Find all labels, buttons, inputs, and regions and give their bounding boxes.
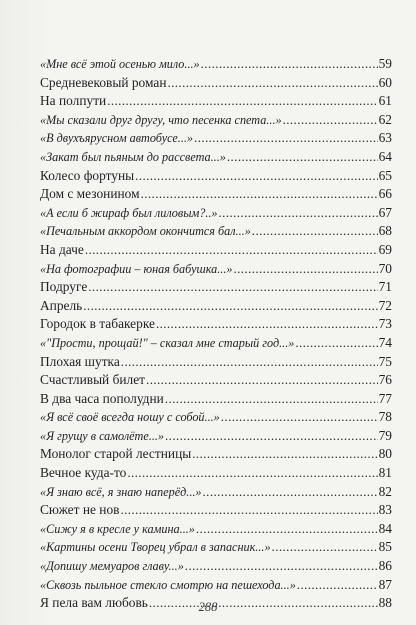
toc-entry-page: 74 (378, 334, 392, 350)
toc-entry-title: «Допишу мемуаров главу...» (40, 559, 184, 574)
dot-leader (141, 185, 378, 204)
toc-entry-page: 81 (378, 465, 392, 481)
dot-leader (297, 576, 378, 595)
toc-entry (40, 371, 392, 390)
toc-entry-title: «Я всё своё всегда ношу с собой...» (40, 410, 220, 425)
dot-leader (127, 464, 377, 483)
toc-entry-title: «На фотографии – юная бабушка...» (40, 261, 233, 276)
toc-entry (40, 557, 392, 576)
toc-entry-title: Подруге (40, 279, 88, 295)
toc-entry-title: В два часа пополудни (40, 390, 164, 406)
toc-entry-title: «Мы сказали друг другу, что песенка спета...» (40, 112, 282, 127)
dot-leader (201, 55, 378, 74)
toc-entry (40, 92, 392, 111)
toc-entry-page: 59 (378, 56, 392, 71)
dot-leader (283, 111, 378, 130)
dot-leader (165, 427, 378, 446)
toc-entry (40, 148, 392, 167)
toc-entry (40, 278, 392, 297)
toc-entry-page: 67 (378, 204, 392, 220)
toc-entry-title: «Сижу я в кресле у камина...» (40, 521, 195, 536)
toc-entry-page: 77 (378, 390, 392, 406)
toc-entry (40, 576, 392, 595)
dot-leader (107, 92, 377, 111)
toc-entry-title: «Я знаю всё, я знаю наперёд...» (40, 484, 202, 499)
toc-entry (40, 74, 392, 93)
toc-entry-title: Я пела вам любовь (40, 595, 148, 611)
toc-entry-page: 73 (378, 316, 392, 332)
dot-leader (295, 334, 377, 353)
toc-entry (40, 445, 392, 464)
dot-leader (203, 483, 378, 502)
toc-entry-title: Апрель (40, 297, 83, 313)
toc-entry-title: Средневековый роман (40, 74, 167, 90)
toc-entry-page: 78 (378, 409, 392, 425)
toc-entry-page: 82 (378, 483, 392, 499)
toc-entry (40, 464, 392, 483)
dot-leader (165, 390, 378, 409)
toc-entry-page: 70 (378, 260, 392, 276)
dot-leader (135, 167, 377, 186)
toc-entry-title: «"Прости, прощай!" – сказал мне старый год...» (40, 335, 295, 350)
toc-entry (40, 222, 392, 241)
toc-entry-title: Сюжет не нов (40, 502, 120, 518)
toc-entry-page: 61 (378, 93, 392, 109)
toc-entry-page: 69 (378, 241, 392, 257)
dot-leader (121, 353, 378, 372)
toc-entry-page: 86 (378, 558, 392, 574)
toc-entry (40, 353, 392, 372)
dot-leader (85, 241, 378, 260)
toc-entry-page: 88 (378, 595, 392, 611)
toc-entry (40, 427, 392, 446)
dot-leader (219, 204, 378, 223)
dot-leader (227, 148, 378, 167)
toc-entry (40, 520, 392, 539)
toc-entry (40, 538, 392, 557)
toc-entry-title: «А если б жираф был лиловым?..» (40, 205, 218, 220)
toc-entry-title: Городок в табакерке (40, 316, 155, 332)
toc-entry (40, 390, 392, 409)
toc-entry (40, 483, 392, 502)
toc-entry (40, 111, 392, 130)
toc-entry-title: «Сквозь пыльное стекло смотрю на пешехода...» (40, 577, 296, 592)
toc-entry-page: 80 (378, 446, 392, 462)
toc-entry (40, 297, 392, 316)
dot-leader (272, 538, 378, 557)
toc-entry-title: «Я грущу в самолёте...» (40, 428, 165, 443)
toc-entry-title: «Печальным аккордом окончится бал...» (40, 224, 251, 239)
toc-entry (40, 167, 392, 186)
toc-entry-title: Колесо фортуны (40, 167, 135, 183)
dot-leader (252, 222, 378, 241)
toc-entry-title: Монолог старой лестницы (40, 446, 192, 462)
dot-leader (146, 371, 378, 390)
toc-entry-page: 66 (378, 186, 392, 202)
toc-entry-title: Счастливый билет (40, 372, 146, 388)
toc-entry (40, 204, 392, 223)
table-of-contents (40, 55, 392, 613)
dot-leader (88, 278, 377, 297)
toc-entry-title: Дом с мезонином (40, 186, 140, 202)
dot-leader (156, 315, 378, 334)
toc-entry (40, 408, 392, 427)
toc-entry (40, 260, 392, 279)
toc-entry-title: «Картины осени Творец убрал в запасник...» (40, 540, 271, 555)
toc-entry-page: 79 (378, 427, 392, 443)
dot-leader (192, 445, 377, 464)
toc-entry (40, 501, 392, 520)
dot-leader (221, 408, 378, 427)
toc-entry-title: Плохая шутка (40, 353, 120, 369)
toc-entry (40, 241, 392, 260)
toc-entry-title: На полпути (40, 93, 107, 109)
dot-leader (167, 74, 377, 93)
dot-leader (120, 501, 377, 520)
toc-entry (40, 55, 392, 74)
toc-entry-page: 63 (378, 130, 392, 146)
toc-entry-page: 75 (378, 353, 392, 369)
toc-entry (40, 185, 392, 204)
toc-entry (40, 129, 392, 148)
toc-entry-title: «Мне всё этой осенью мило...» (40, 57, 200, 71)
toc-entry-page: 68 (378, 223, 392, 239)
toc-entry-title: Вечное куда-то (40, 465, 127, 481)
toc-entry (40, 315, 392, 334)
toc-entry-page: 64 (378, 148, 392, 164)
toc-entry-page: 76 (378, 372, 392, 388)
toc-entry-page: 72 (378, 297, 392, 313)
toc-entry-page: 65 (378, 167, 392, 183)
toc-entry-page: 87 (378, 576, 392, 592)
toc-entry-page: 85 (378, 539, 392, 555)
page-number: 288 (198, 600, 218, 614)
toc-entry-page: 83 (378, 502, 392, 518)
toc-entry-page: 84 (378, 520, 392, 536)
toc-entry-title: «Закат был пьяным до рассвета...» (40, 149, 226, 164)
dot-leader (194, 129, 378, 148)
dot-leader (185, 557, 378, 576)
toc-entry-page: 62 (378, 111, 392, 127)
toc-entry (40, 334, 392, 353)
dot-leader (83, 297, 377, 316)
dot-leader (196, 520, 378, 539)
toc-entry-page: 60 (378, 74, 392, 90)
dot-leader (233, 260, 377, 279)
toc-entry-page: 71 (378, 279, 392, 295)
toc-entry-title: На даче (40, 241, 84, 257)
toc-entry-title: «В двухъярусном автобусе...» (40, 131, 194, 146)
